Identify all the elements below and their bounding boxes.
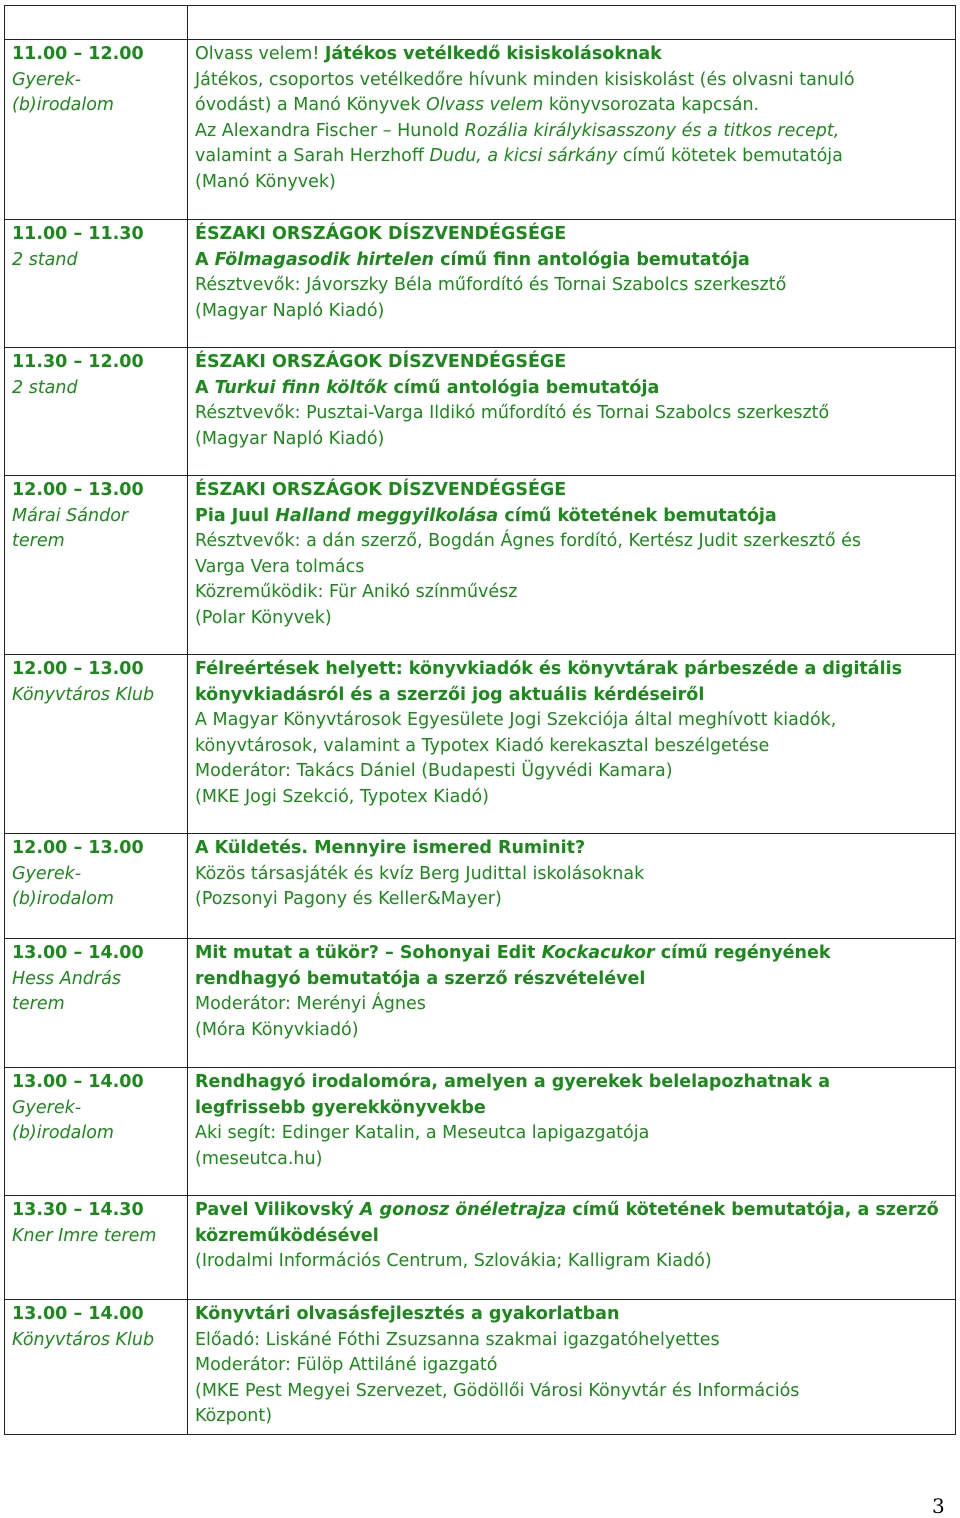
text-segment: (Manó Könyvek) <box>195 171 336 192</box>
text-segment: (Móra Könyvkiadó) <box>195 1019 359 1040</box>
event-location: 2 stand <box>12 377 78 398</box>
text-segment: Kockacukor <box>541 943 655 963</box>
description-line <box>195 427 949 453</box>
time-slot <box>5 220 187 273</box>
text-segment: Központ) <box>195 1406 273 1426</box>
text-segment: (Magyar Napló Kiadó) <box>195 300 385 321</box>
description-line <box>195 1147 949 1173</box>
text-segment: (MKE Pest Megyei Szervezet, Gödöllői Városi Könyvtár és Információs <box>195 1380 800 1401</box>
event-location: (b)irodalom <box>12 1123 114 1143</box>
text-segment: Halland meggyilkolása <box>275 505 499 526</box>
event-time: 12.00 – 13.00 <box>12 480 144 500</box>
program-row <box>5 40 956 220</box>
text-segment: Pavel Vilikovský <box>195 1200 360 1220</box>
event-time: 11.00 – 12.00 <box>12 44 144 64</box>
event-time: 12.00 – 13.00 <box>12 838 144 858</box>
description-line <box>195 1018 949 1044</box>
event-location: terem <box>12 531 65 551</box>
event-time: 13.30 – 14.30 <box>12 1200 144 1220</box>
text-segment: Varga Vera tolmács <box>195 556 365 577</box>
event-location: (b)irodalom <box>12 889 114 909</box>
description-line <box>195 144 949 170</box>
time-slot <box>5 1196 187 1249</box>
text-segment: Az Alexandra Fischer – Hunold <box>195 120 465 141</box>
text-segment: című kötetek bemutatója <box>617 146 843 166</box>
description-line <box>195 862 949 888</box>
text-segment: (Pozsonyi Pagony és Keller&Mayer) <box>195 889 502 909</box>
header-row <box>5 6 956 40</box>
text-segment: A <box>195 377 215 398</box>
description-line <box>195 1404 949 1430</box>
time-slot <box>5 40 187 119</box>
program-row <box>5 1196 956 1300</box>
time-slot <box>5 1300 187 1353</box>
text-segment: című kötetének bemutatója <box>498 505 777 526</box>
text-segment: Előadó: Liskáné Fóthi Zsuzsanna szakmai igazgatóhelyettes <box>195 1329 720 1350</box>
text-segment: rendhagyó bemutatója a szerző részvételével <box>195 968 646 989</box>
text-segment: című finn antológia bemutatója <box>433 249 750 270</box>
text-segment: Résztvevők: Jávorszky Béla műfordító és Tornai Szabolcs szerkesztő <box>195 275 787 295</box>
event-description <box>188 476 955 631</box>
text-segment: Félreértések helyett: könyvkiadók és könyvtárak párbeszéde a digitális <box>195 659 903 679</box>
description-line <box>195 1302 949 1328</box>
text-segment: ÉSZAKI ORSZÁGOK DÍSZVENDÉGSÉGE <box>195 480 567 500</box>
event-location: (b)irodalom <box>12 95 114 115</box>
event-time: 11.30 – 12.00 <box>12 352 144 372</box>
text-segment: A gonosz önéletrajza <box>359 1200 567 1220</box>
text-segment: Résztvevők: Pusztai-Varga Ildikó műfordító és Tornai Szabolcs szerkesztő <box>195 403 830 423</box>
text-segment: Aki segít: Edinger Katalin, a Meseutca lapigazgatója <box>195 1123 650 1143</box>
description-line <box>195 222 949 248</box>
description-line <box>195 401 949 427</box>
text-segment: Olvass velem! <box>195 44 325 64</box>
description-line <box>195 1379 949 1405</box>
text-segment: című kötetének bemutatója, a szerző <box>566 1200 939 1220</box>
time-location-cell <box>5 348 188 476</box>
description-line <box>195 299 949 325</box>
event-time: 11.00 – 11.30 <box>12 224 144 244</box>
event-description <box>188 834 955 913</box>
event-time: 12.00 – 13.00 <box>12 659 144 679</box>
description-line <box>195 606 949 632</box>
description-line <box>195 555 949 581</box>
text-segment: A Küldetés. Mennyire ismered Ruminit? <box>195 838 586 858</box>
text-segment: könyvsorozata kapcsán. <box>543 95 760 115</box>
text-segment: Olvass velem <box>426 95 544 115</box>
description-line <box>195 708 949 734</box>
description-line <box>195 992 949 1018</box>
event-description-cell <box>188 834 956 939</box>
program-row <box>5 1300 956 1435</box>
time-slot <box>5 348 187 401</box>
program-row <box>5 476 956 655</box>
event-description-cell <box>188 1196 956 1300</box>
event-description <box>188 1300 955 1430</box>
description-line <box>195 273 949 299</box>
description-line <box>195 887 949 913</box>
event-description <box>188 655 955 810</box>
event-location: Hess András <box>12 968 121 989</box>
description-line <box>195 42 949 68</box>
time-location-cell <box>5 1068 188 1196</box>
description-line <box>195 1121 949 1147</box>
event-description-cell <box>188 220 956 348</box>
time-location-cell <box>5 1196 188 1300</box>
event-time: 13.00 – 14.00 <box>12 943 144 963</box>
event-location: terem <box>12 994 65 1014</box>
text-segment: (MKE Jogi Szekció, Typotex Kiadó) <box>195 786 490 807</box>
text-segment: Résztvevők: a dán szerző, Bogdán Ágnes fordító, Kertész Judit szerkesztő és <box>195 531 862 551</box>
description-line <box>195 580 949 606</box>
description-line <box>195 504 949 530</box>
text-segment: Közreműködik: Für Anikó színművész <box>195 582 518 602</box>
event-description-cell <box>188 1300 956 1435</box>
description-line <box>195 1198 949 1224</box>
event-description <box>188 1068 955 1172</box>
event-description <box>188 1196 955 1275</box>
text-segment: valamint a Sarah Herzhoff <box>195 146 430 166</box>
text-segment: Közös társasjáték és kvíz Berg Judittal iskolásoknak <box>195 863 645 884</box>
description-line <box>195 1353 949 1379</box>
event-location: 2 stand <box>12 249 78 270</box>
time-location-cell <box>5 220 188 348</box>
description-line <box>195 785 949 811</box>
event-time: 13.00 – 14.00 <box>12 1304 144 1324</box>
description-line <box>195 1070 949 1096</box>
text-segment: ÉSZAKI ORSZÁGOK DÍSZVENDÉGSÉGE <box>195 352 567 372</box>
page-number: 3 <box>932 1494 945 1518</box>
event-description-cell <box>188 40 956 220</box>
description-line <box>195 68 949 94</box>
description-line <box>195 759 949 785</box>
event-description-cell <box>188 348 956 476</box>
program-row <box>5 348 956 476</box>
text-segment: című antológia bemutatója <box>387 377 660 398</box>
program-row <box>5 939 956 1068</box>
description-line <box>195 657 949 683</box>
program-table <box>4 5 956 1435</box>
event-location: Kner Imre terem <box>12 1225 157 1246</box>
time-slot <box>5 939 187 1018</box>
time-location-cell <box>5 939 188 1068</box>
event-location: Könyvtáros Klub <box>12 1329 155 1350</box>
event-description <box>188 220 955 324</box>
event-description <box>188 348 955 452</box>
text-segment: (Irodalmi Információs Centrum, Szlovákia; Kalligram Kiadó) <box>195 1251 712 1271</box>
text-segment: Dudu, a kicsi sárkány <box>429 146 618 166</box>
text-segment: (Magyar Napló Kiadó) <box>195 428 385 449</box>
text-segment: (Polar Könyvek) <box>195 607 332 628</box>
text-segment: Rozália királykisasszony és a titkos recept, <box>464 120 840 141</box>
event-description-cell <box>188 939 956 1068</box>
description-line <box>195 734 949 760</box>
description-line <box>195 1249 949 1275</box>
description-line <box>195 248 949 274</box>
text-segment: Turkui finn költők <box>214 377 388 398</box>
text-segment: legfrissebb gyerekkönyvekbe <box>195 1097 486 1118</box>
program-row <box>5 1068 956 1196</box>
description-line <box>195 836 949 862</box>
time-location-cell <box>5 655 188 834</box>
description-line <box>195 93 949 119</box>
header-time-cell <box>5 6 188 40</box>
description-line <box>195 350 949 376</box>
event-location: Gyerek- <box>12 69 82 90</box>
event-location: Gyerek- <box>12 1097 82 1118</box>
description-line <box>195 683 949 709</box>
event-description-cell <box>188 655 956 834</box>
header-description-cell <box>188 6 956 40</box>
event-location: Gyerek- <box>12 863 82 884</box>
program-table-body <box>5 6 956 1435</box>
event-location: Márai Sándor <box>12 505 129 526</box>
text-segment: Mit mutat a tükör? – Sohonyai Edit <box>195 943 542 963</box>
time-slot <box>5 834 187 913</box>
event-description-cell <box>188 1068 956 1196</box>
text-segment: Moderátor: Fülöp Attiláné igazgató <box>195 1355 498 1375</box>
time-location-cell <box>5 834 188 939</box>
event-time: 13.00 – 14.00 <box>12 1072 144 1092</box>
time-location-cell <box>5 1300 188 1435</box>
text-segment: Pia Juul <box>195 505 276 526</box>
description-line <box>195 1328 949 1354</box>
text-segment: Moderátor: Takács Dániel (Budapesti Ügyvédi Kamara) <box>195 761 673 781</box>
text-segment: Moderátor: Merényi Ágnes <box>195 994 426 1014</box>
description-line <box>195 1224 949 1250</box>
text-segment: közreműködésével <box>195 1225 379 1246</box>
event-description <box>188 40 955 195</box>
event-description <box>188 939 955 1043</box>
description-line <box>195 170 949 196</box>
text-segment: A <box>195 249 215 270</box>
description-line <box>195 1096 949 1122</box>
event-location: Könyvtáros Klub <box>12 684 155 705</box>
description-line <box>195 376 949 402</box>
time-slot <box>5 1068 187 1147</box>
text-segment: (meseutca.hu) <box>195 1148 323 1169</box>
description-line <box>195 967 949 993</box>
text-segment: könyvtárosok, valamint a Typotex Kiadó kerekasztal beszélgetése <box>195 735 770 756</box>
text-segment: Játékos, csoportos vetélkedőre hívunk minden kisiskolást (és olvasni tanuló <box>195 69 855 90</box>
program-row <box>5 655 956 834</box>
description-line <box>195 478 949 504</box>
description-line <box>195 529 949 555</box>
event-description-cell <box>188 476 956 655</box>
text-segment: Játékos vetélkedő kisiskolásoknak <box>324 44 662 64</box>
time-location-cell <box>5 476 188 655</box>
description-line <box>195 119 949 145</box>
time-slot <box>5 476 187 555</box>
text-segment: Rendhagyó irodalomóra, amelyen a gyerekek belelapozhatnak a <box>195 1072 831 1092</box>
program-row <box>5 834 956 939</box>
text-segment: ÉSZAKI ORSZÁGOK DÍSZVENDÉGSÉGE <box>195 224 567 244</box>
text-segment: óvodást) a Manó Könyvek <box>195 95 427 115</box>
description-line <box>195 941 949 967</box>
text-segment: A Magyar Könyvtárosok Egyesülete Jogi Szekciója által meghívott kiadók, <box>195 710 837 730</box>
program-row <box>5 220 956 348</box>
time-slot <box>5 655 187 708</box>
text-segment: könyvkiadásról és a szerzői jog aktuális kérdéseiről <box>195 684 705 705</box>
text-segment: Fölmagasodik hirtelen <box>214 249 434 270</box>
time-location-cell <box>5 40 188 220</box>
text-segment: Könyvtári olvasásfejlesztés a gyakorlatban <box>195 1304 620 1324</box>
text-segment: című regényének <box>654 943 831 963</box>
